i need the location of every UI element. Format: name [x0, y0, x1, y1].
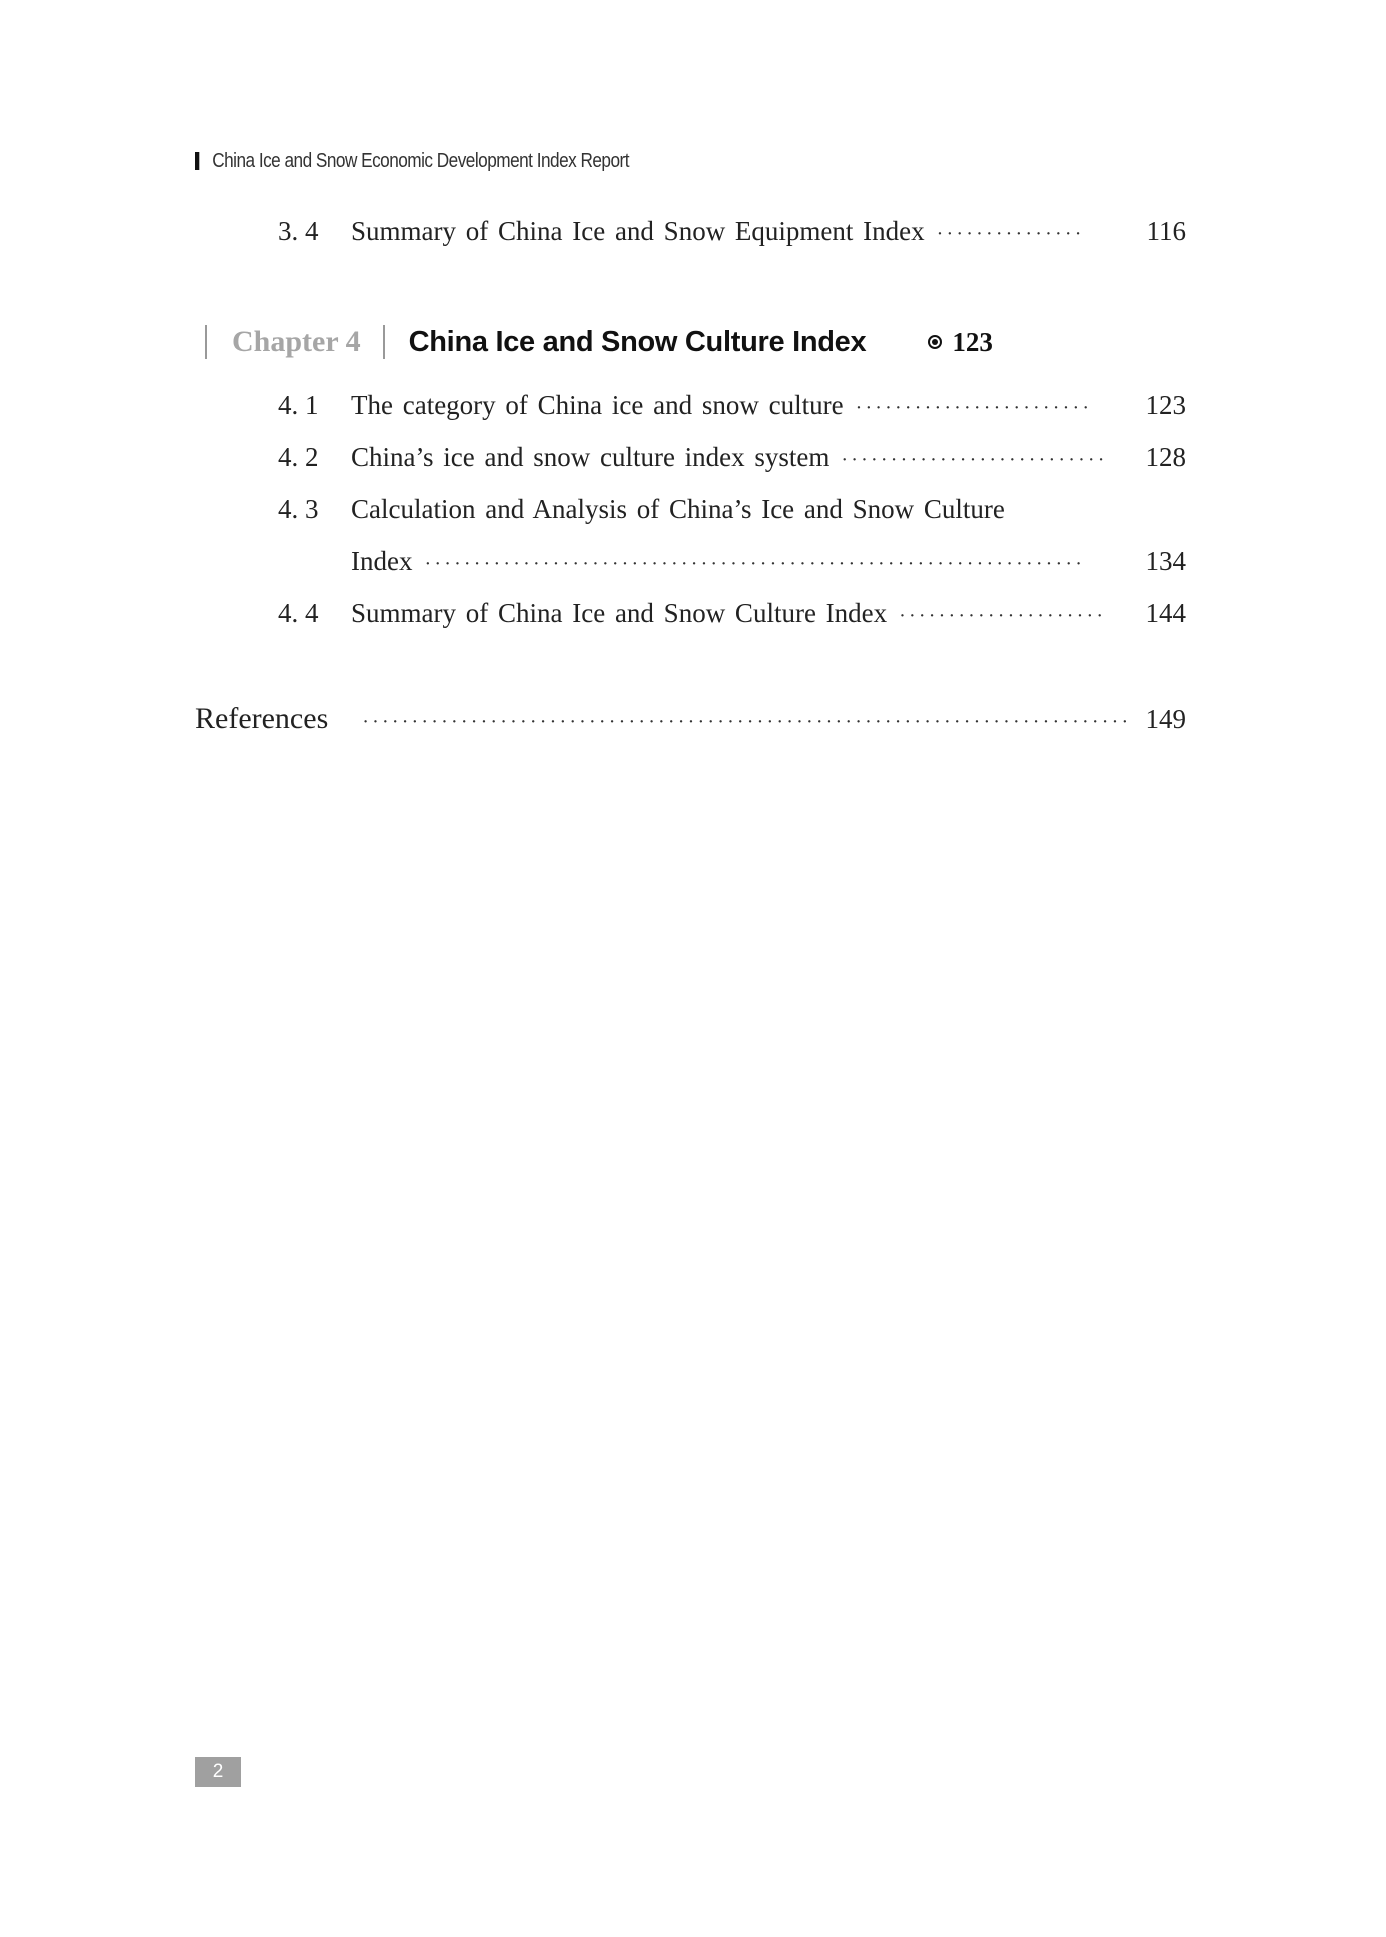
toc-entry-number: 4. 4 [278, 598, 319, 628]
toc-entry-page: 123 [1145, 390, 1186, 420]
chapter-divider-right [383, 325, 385, 359]
dot-leader: ··························· [841, 449, 1108, 471]
chapter-heading[interactable] [205, 320, 993, 364]
toc-entry-title: Summary of China Ice and Snow Culture Index [351, 598, 888, 628]
dot-leader: ··············· [936, 223, 1085, 245]
chapter-page: 123 [952, 326, 993, 357]
toc-references[interactable] [195, 702, 1186, 746]
toc-entry-number: 4. 2 [278, 442, 319, 472]
toc-entry-number: 4. 1 [278, 390, 319, 420]
bullet-icon [928, 335, 942, 349]
toc-entry-title: China’s ice and snow culture index system [351, 442, 830, 472]
toc-entry-4-3[interactable] [278, 494, 1186, 534]
running-header-title: China Ice and Snow Economic Development Index Report [212, 149, 629, 172]
toc-entry-4-4[interactable] [278, 598, 1186, 638]
toc-entry-title: Calculation and Analysis of China’s Ice and Snow Culture [351, 494, 1005, 524]
toc-entry-4-3-continuation[interactable] [278, 546, 1186, 586]
toc-entry-page: 144 [1145, 598, 1186, 628]
header-bar-mark [195, 152, 199, 170]
references-title: References [195, 702, 329, 735]
dot-leader: ··································································· [424, 553, 1086, 575]
chapter-divider-left [205, 325, 207, 359]
chapter-label: Chapter 4 [232, 325, 361, 358]
running-header [195, 146, 629, 176]
toc-entry-page: 116 [1146, 216, 1186, 246]
toc-entry-page: 134 [1145, 546, 1186, 576]
toc-entry-title-continuation: Index [351, 546, 413, 576]
page-number-badge [195, 1757, 241, 1787]
page-number: 2 [212, 1761, 224, 1782]
toc-entry-title: The category of China ice and snow culture [351, 390, 844, 420]
toc-entry-page: 128 [1145, 442, 1186, 472]
chapter-title: China Ice and Snow Culture Index [408, 325, 867, 358]
toc-entry-4-2[interactable] [278, 442, 1186, 482]
toc-entry-3-4[interactable] [278, 216, 1186, 256]
dot-leader: ····················· [899, 605, 1107, 627]
toc-entry-4-1[interactable] [278, 390, 1186, 430]
toc-entry-number: 4. 3 [278, 494, 319, 524]
dot-leader: ························ [855, 397, 1093, 419]
toc-entry-number: 3. 4 [278, 216, 319, 246]
dot-leader: ·············································································· [362, 711, 1132, 733]
references-page: 149 [1145, 704, 1186, 734]
toc-entry-title: Summary of China Ice and Snow Equipment Index [351, 216, 925, 246]
